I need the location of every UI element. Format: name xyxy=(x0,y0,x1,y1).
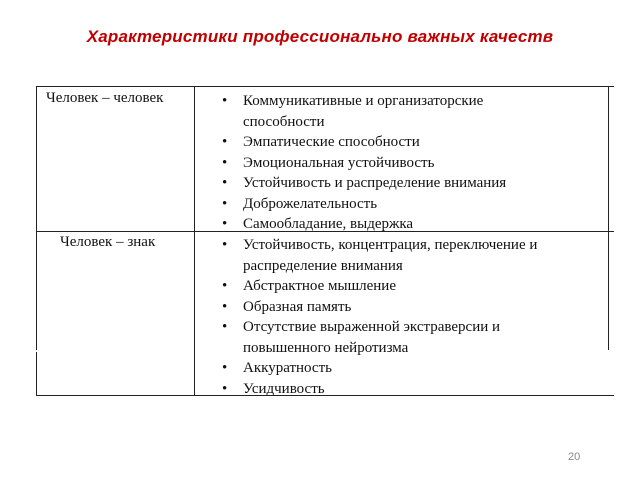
list-item: • Устойчивость, концентрация, переключение и xyxy=(220,235,537,256)
list-item: • Устойчивость и распределение внимания xyxy=(220,173,506,194)
list-item: • Доброжелательность xyxy=(220,194,506,215)
table-top-border xyxy=(36,86,614,87)
list-item: повышенного нейротизма xyxy=(243,339,409,356)
slide-title: Характеристики профессионально важных качеств xyxy=(86,27,554,46)
qualities-list-human-sign xyxy=(220,235,537,399)
list-item: • Образная память xyxy=(220,297,537,318)
list-item: • Отсутствие выраженной экстраверсии и xyxy=(220,317,537,338)
table-left-border xyxy=(36,86,37,350)
qualities-list-human-human xyxy=(220,91,506,235)
list-item: • Коммуникативные и организаторские xyxy=(220,91,506,112)
list-item: распределение внимания xyxy=(243,257,403,274)
list-item: • Аккуратность xyxy=(220,358,537,379)
table-right-border xyxy=(608,86,609,350)
table-left-border-lower xyxy=(36,352,37,396)
list-item: • Абстрактное мышление xyxy=(220,276,537,297)
category-cell-human-sign: Человек – знак xyxy=(60,234,156,250)
list-item: • Усидчивость xyxy=(220,379,537,400)
category-cell-human-human: Человек – человек xyxy=(46,90,164,106)
column-divider xyxy=(194,86,195,396)
list-item: • Эмпатические способности xyxy=(220,132,506,153)
list-item: способности xyxy=(243,113,325,130)
qualities-table xyxy=(36,86,614,396)
list-item: • Эмоциональная устойчивость xyxy=(220,153,506,174)
page-number: 20 xyxy=(568,451,581,463)
list-item: • Самообладание, выдержка xyxy=(220,214,506,235)
